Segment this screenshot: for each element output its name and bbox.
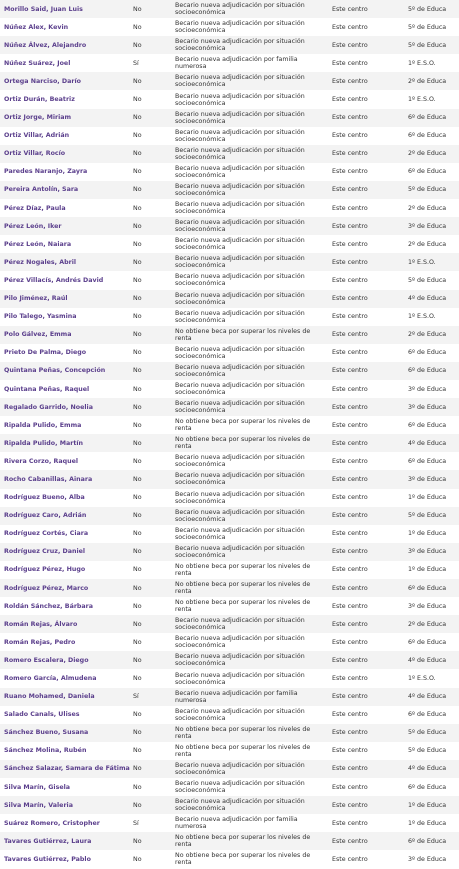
table-row xyxy=(0,54,459,72)
center-cell: Este centro xyxy=(332,747,368,755)
table-row xyxy=(0,72,459,90)
resolution-cell: Becario nueva adjudicación por situación socioeconómica xyxy=(175,671,305,686)
student-name-link[interactable]: Romero Escalera, Diego xyxy=(4,656,89,664)
resolution-cell: No obtiene beca por superar los niveles de renta xyxy=(175,743,311,758)
course-cell: 4º de Educa xyxy=(408,295,447,303)
repeats-cell: No xyxy=(133,439,142,447)
center-cell: Este centro xyxy=(332,638,368,646)
course-cell: 1º E.S.O. xyxy=(408,96,436,104)
table-row xyxy=(0,633,459,651)
repeats-cell: No xyxy=(133,168,142,176)
repeats-cell: No xyxy=(133,331,142,339)
resolution-cell: Becario nueva adjudicación por situación socioeconómica xyxy=(175,508,305,523)
center-cell: Este centro xyxy=(332,150,368,158)
course-cell: 5º de Educa xyxy=(408,729,447,737)
table-row xyxy=(0,669,459,687)
course-cell: 6º de Educa xyxy=(408,349,447,357)
student-name-link[interactable]: Ortiz Villar, Rocío xyxy=(4,150,66,158)
student-name-link[interactable]: Silva Marín, Gisela xyxy=(4,783,70,791)
resolution-cell: No obtiene beca por superar los niveles de renta xyxy=(175,852,311,867)
course-cell: 1º E.S.O. xyxy=(408,59,436,67)
center-cell: Este centro xyxy=(332,204,368,212)
repeats-cell: No xyxy=(133,295,142,303)
repeats-cell: No xyxy=(133,457,142,465)
student-name-link[interactable]: Suárez Romero, Cristopher xyxy=(4,819,100,827)
student-name-link[interactable]: Silva Marín, Valeria xyxy=(4,801,73,809)
center-cell: Este centro xyxy=(332,602,368,610)
student-name-link[interactable]: Rodríguez Pérez, Marco xyxy=(4,584,89,592)
course-cell: 4º de Educa xyxy=(408,693,447,701)
course-cell: 3º de Educa xyxy=(408,855,447,863)
repeats-cell: No xyxy=(133,566,142,574)
student-name-link[interactable]: Rodríguez Cortés, Ciara xyxy=(4,530,89,538)
course-cell: 2º de Educa xyxy=(408,150,447,158)
course-cell: 6º de Educa xyxy=(408,132,447,140)
student-name-link[interactable]: Rocho Cabanillas, Ainara xyxy=(4,475,93,483)
course-cell: 6º de Educa xyxy=(408,837,447,845)
resolution-cell: Becario nueva adjudicación por situación socioeconómica xyxy=(175,182,305,197)
resolution-cell: Becario nueva adjudicación por situación socioeconómica xyxy=(175,382,305,397)
repeats-cell: No xyxy=(133,313,142,321)
table-row xyxy=(0,724,459,742)
course-cell: 3º de Educa xyxy=(408,385,447,393)
center-cell: Este centro xyxy=(332,168,368,176)
center-cell: Este centro xyxy=(332,331,368,339)
center-cell: Este centro xyxy=(332,656,368,664)
course-cell: 1º de Educa xyxy=(408,801,447,809)
repeats-cell: No xyxy=(133,475,142,483)
course-cell: 1º E.S.O. xyxy=(408,258,436,266)
student-name-link[interactable]: Ortiz Villar, Adrián xyxy=(4,132,70,140)
center-cell: Este centro xyxy=(332,584,368,592)
repeats-cell: No xyxy=(133,638,142,646)
repeats-cell: No xyxy=(133,801,142,809)
student-name-link[interactable]: Núñez Suárez, Joel xyxy=(4,59,71,67)
course-cell: 6º de Educa xyxy=(408,711,447,719)
table-row xyxy=(0,796,459,814)
center-cell: Este centro xyxy=(332,457,368,465)
student-name-link[interactable]: Romero García, Almudena xyxy=(4,675,97,683)
table-row xyxy=(0,615,459,633)
repeats-cell: No xyxy=(133,855,142,863)
student-name-link[interactable]: Quintana Peñas, Raquel xyxy=(4,385,90,393)
student-name-link[interactable]: Rodríguez Pérez, Hugo xyxy=(4,566,86,574)
course-cell: 2º de Educa xyxy=(408,204,447,212)
repeats-cell: No xyxy=(133,675,142,683)
table-row xyxy=(0,163,459,181)
student-name-link[interactable]: Ripalda Pulido, Emma xyxy=(4,421,82,429)
table-row xyxy=(0,253,459,271)
resolution-cell: Becario nueva adjudicación por familia numerosa xyxy=(175,816,298,831)
course-cell: 5º de Educa xyxy=(408,276,447,284)
table-row xyxy=(0,181,459,199)
resolution-cell: Becario nueva adjudicación por familia numerosa xyxy=(175,56,298,71)
repeats-cell: No xyxy=(133,204,142,212)
student-name-link[interactable]: Paredes Naranjo, Zayra xyxy=(4,168,88,176)
resolution-cell: Becario nueva adjudicación por situación socioeconómica xyxy=(175,400,305,415)
repeats-cell: Sí xyxy=(133,59,139,67)
center-cell: Este centro xyxy=(332,801,368,809)
resolution-cell: Becario nueva adjudicación por situación socioeconómica xyxy=(175,164,305,179)
student-name-link[interactable]: Pereira Antolín, Sara xyxy=(4,186,79,194)
table-row xyxy=(0,0,459,18)
center-cell: Este centro xyxy=(332,711,368,719)
center-cell: Este centro xyxy=(332,530,368,538)
center-cell: Este centro xyxy=(332,439,368,447)
course-cell: 6º de Educa xyxy=(408,367,447,375)
course-cell: 5º de Educa xyxy=(408,23,447,31)
student-name-link[interactable]: Regalado Garrido, Noelia xyxy=(4,403,93,411)
student-name-link[interactable]: Rodríguez Bueno, Alba xyxy=(4,494,85,502)
table-row xyxy=(0,597,459,615)
resolution-cell: Becario nueva adjudicación por situación socioeconómica xyxy=(175,291,305,306)
resolution-cell: Becario nueva adjudicación por situación socioeconómica xyxy=(175,128,305,143)
student-name-link[interactable]: Pérez Díaz, Paula xyxy=(4,204,66,212)
table-row xyxy=(0,832,459,850)
repeats-cell: Sí xyxy=(133,819,139,827)
repeats-cell: No xyxy=(133,150,142,158)
table-row xyxy=(0,507,459,525)
student-name-link[interactable]: Ortiz Jorge, Miriam xyxy=(4,114,72,122)
student-name-link[interactable]: Pérez León, Iker xyxy=(4,222,62,230)
student-name-link[interactable]: Rodríguez Cruz, Daniel xyxy=(4,548,86,556)
resolution-cell: No obtiene beca por superar los niveles de renta xyxy=(175,581,311,596)
student-name-link[interactable]: Ortega Narciso, Darío xyxy=(4,77,81,85)
repeats-cell: No xyxy=(133,96,142,104)
course-cell: 2º de Educa xyxy=(408,620,447,628)
student-name-link[interactable]: Prieto De Palma, Diego xyxy=(4,349,87,357)
table-row xyxy=(0,344,459,362)
resolution-cell: Becario nueva adjudicación por situación socioeconómica xyxy=(175,2,305,17)
table-row xyxy=(0,217,459,235)
resolution-cell: Becario nueva adjudicación por situación socioeconómica xyxy=(175,273,305,288)
repeats-cell: No xyxy=(133,186,142,194)
center-cell: Este centro xyxy=(332,313,368,321)
course-cell: 6º de Educa xyxy=(408,168,447,176)
resolution-cell: Becario nueva adjudicación por situación socioeconómica xyxy=(175,345,305,360)
course-cell: 2º de Educa xyxy=(408,240,447,248)
center-cell: Este centro xyxy=(332,837,368,845)
repeats-cell: No xyxy=(133,77,142,85)
course-cell: 4º de Educa xyxy=(408,765,447,773)
course-cell: 4º de Educa xyxy=(408,439,447,447)
student-name-link[interactable]: Román Rejas, Pedro xyxy=(4,638,76,646)
table-row xyxy=(0,145,459,163)
course-cell: 6º de Educa xyxy=(408,783,447,791)
resolution-cell: Becario nueva adjudicación por situación socioeconómica xyxy=(175,780,305,795)
repeats-cell: No xyxy=(133,584,142,592)
resolution-cell: No obtiene beca por superar los niveles de renta xyxy=(175,418,311,433)
student-name-link[interactable]: Quintana Peñas, Concepción xyxy=(4,367,106,375)
course-cell: 3º de Educa xyxy=(408,475,447,483)
repeats-cell: No xyxy=(133,403,142,411)
resolution-cell: Becario nueva adjudicación por situación socioeconómica xyxy=(175,20,305,35)
resolution-cell: Becario nueva adjudicación por situación socioeconómica xyxy=(175,219,305,234)
table-row xyxy=(0,489,459,507)
repeats-cell: No xyxy=(133,620,142,628)
repeats-cell: No xyxy=(133,765,142,773)
repeats-cell: No xyxy=(133,367,142,375)
center-cell: Este centro xyxy=(332,240,368,248)
resolution-cell: Becario nueva adjudicación por situación socioeconómica xyxy=(175,544,305,559)
center-cell: Este centro xyxy=(332,96,368,104)
resolution-cell: Becario nueva adjudicación por situación socioeconómica xyxy=(175,635,305,650)
center-cell: Este centro xyxy=(332,421,368,429)
student-name-link[interactable]: Pérez Nogales, Abril xyxy=(4,258,77,266)
course-cell: 2º de Educa xyxy=(408,77,447,85)
course-cell: 3º de Educa xyxy=(408,602,447,610)
course-cell: 4º de Educa xyxy=(408,656,447,664)
repeats-cell: No xyxy=(133,783,142,791)
course-cell: 1º E.S.O. xyxy=(408,313,436,321)
repeats-cell: No xyxy=(133,276,142,284)
center-cell: Este centro xyxy=(332,566,368,574)
student-name-link[interactable]: Tavares Gutiérrez, Laura xyxy=(4,837,92,845)
resolution-cell: Becario nueva adjudicación por situación socioeconómica xyxy=(175,309,305,324)
resolution-cell: Becario nueva adjudicación por situación socioeconómica xyxy=(175,798,305,813)
course-cell: 5º de Educa xyxy=(408,5,447,13)
table-row xyxy=(0,850,459,868)
center-cell: Este centro xyxy=(332,367,368,375)
resolution-cell: No obtiene beca por superar los niveles de renta xyxy=(175,562,311,577)
repeats-cell: No xyxy=(133,421,142,429)
student-name-link[interactable]: Sánchez Bueno, Susana xyxy=(4,729,89,737)
course-cell: 3º de Educa xyxy=(408,403,447,411)
table-row xyxy=(0,326,459,344)
student-name-link[interactable]: Pilo Jiménez, Raúl xyxy=(4,295,68,303)
course-cell: 5º de Educa xyxy=(408,41,447,49)
table-row xyxy=(0,688,459,706)
course-cell: 1º de Educa xyxy=(408,819,447,827)
center-cell: Este centro xyxy=(332,385,368,393)
repeats-cell: No xyxy=(133,114,142,122)
course-cell: 3º de Educa xyxy=(408,222,447,230)
student-name-link[interactable]: Román Rejas, Álvaro xyxy=(4,620,78,628)
repeats-cell: No xyxy=(133,222,142,230)
center-cell: Este centro xyxy=(332,855,368,863)
table-row xyxy=(0,308,459,326)
resolution-cell: No obtiene beca por superar los niveles de renta xyxy=(175,725,311,740)
course-cell: 5º de Educa xyxy=(408,747,447,755)
table-row xyxy=(0,90,459,108)
course-cell: 1º de Educa xyxy=(408,530,447,538)
table-row xyxy=(0,706,459,724)
table-row xyxy=(0,290,459,308)
table-row xyxy=(0,18,459,36)
resolution-cell: Becario nueva adjudicación por situación socioeconómica xyxy=(175,707,305,722)
table-row xyxy=(0,127,459,145)
table-row xyxy=(0,380,459,398)
table-row xyxy=(0,470,459,488)
center-cell: Este centro xyxy=(332,23,368,31)
student-name-link[interactable]: Sánchez Salazar, Samara de Fátima xyxy=(4,765,130,773)
student-name-link[interactable]: Ortiz Durán, Beatriz xyxy=(4,96,75,104)
resolution-cell: No obtiene beca por superar los niveles de renta xyxy=(175,599,311,614)
table-row xyxy=(0,416,459,434)
student-name-link[interactable]: Morillo Said, Juan Luis xyxy=(4,5,83,13)
repeats-cell: No xyxy=(133,837,142,845)
resolution-cell: No obtiene beca por superar los niveles de renta xyxy=(175,834,311,849)
center-cell: Este centro xyxy=(332,295,368,303)
center-cell: Este centro xyxy=(332,620,368,628)
center-cell: Este centro xyxy=(332,783,368,791)
course-cell: 3º de Educa xyxy=(408,548,447,556)
center-cell: Este centro xyxy=(332,819,368,827)
center-cell: Este centro xyxy=(332,475,368,483)
student-name-link[interactable]: Pérez Villacís, Andrés David xyxy=(4,276,104,284)
center-cell: Este centro xyxy=(332,494,368,502)
repeats-cell: No xyxy=(133,729,142,737)
course-cell: 6º de Educa xyxy=(408,421,447,429)
resolution-cell: Becario nueva adjudicación por situación socioeconómica xyxy=(175,146,305,161)
repeats-cell: No xyxy=(133,656,142,664)
resolution-cell: Becario nueva adjudicación por situación socioeconómica xyxy=(175,472,305,487)
repeats-cell: No xyxy=(133,132,142,140)
center-cell: Este centro xyxy=(332,5,368,13)
course-cell: 1º de Educa xyxy=(408,494,447,502)
table-row xyxy=(0,398,459,416)
repeats-cell: No xyxy=(133,530,142,538)
student-name-link[interactable]: Ruano Mohamed, Daniela xyxy=(4,693,95,701)
table-row xyxy=(0,362,459,380)
resolution-cell: Becario nueva adjudicación por situación socioeconómica xyxy=(175,653,305,668)
resolution-cell: Becario nueva adjudicación por situación socioeconómica xyxy=(175,490,305,505)
course-cell: 2º de Educa xyxy=(408,331,447,339)
student-name-link[interactable]: Sánchez Molina, Rubén xyxy=(4,747,87,755)
center-cell: Este centro xyxy=(332,77,368,85)
center-cell: Este centro xyxy=(332,548,368,556)
repeats-cell: No xyxy=(133,23,142,31)
course-cell: 6º de Educa xyxy=(408,114,447,122)
student-name-link[interactable]: Núñez Álvez, Alejandro xyxy=(4,41,87,49)
center-cell: Este centro xyxy=(332,276,368,284)
resolution-cell: Becario nueva adjudicación por situación socioeconómica xyxy=(175,255,305,270)
course-cell: 1º de Educa xyxy=(408,566,447,574)
repeats-cell: No xyxy=(133,711,142,719)
center-cell: Este centro xyxy=(332,403,368,411)
table-row xyxy=(0,434,459,452)
center-cell: Este centro xyxy=(332,675,368,683)
resolution-cell: Becario nueva adjudicación por situación socioeconómica xyxy=(175,526,305,541)
table-row xyxy=(0,543,459,561)
resolution-cell: No obtiene beca por superar los niveles de renta xyxy=(175,436,311,451)
course-cell: 6º de Educa xyxy=(408,638,447,646)
table-row xyxy=(0,199,459,217)
repeats-cell: No xyxy=(133,240,142,248)
repeats-cell: No xyxy=(133,385,142,393)
repeats-cell: No xyxy=(133,548,142,556)
student-name-link[interactable]: Salado Canals, Ulises xyxy=(4,711,80,719)
repeats-cell: No xyxy=(133,41,142,49)
table-row xyxy=(0,778,459,796)
table-row xyxy=(0,235,459,253)
resolution-cell: Becario nueva adjudicación por situación socioeconómica xyxy=(175,201,305,216)
student-name-link[interactable]: Roldán Sánchez, Bárbara xyxy=(4,602,94,610)
student-name-link[interactable]: Pérez León, Naiara xyxy=(4,240,72,248)
student-name-link[interactable]: Ripalda Pulido, Martín xyxy=(4,439,83,447)
course-cell: 5º de Educa xyxy=(408,186,447,194)
resolution-cell: Becario nueva adjudicación por situación socioeconómica xyxy=(175,617,305,632)
resolution-cell: Becario nueva adjudicación por situación socioeconómica xyxy=(175,237,305,252)
table-row xyxy=(0,814,459,832)
center-cell: Este centro xyxy=(332,765,368,773)
resolution-cell: Becario nueva adjudicación por situación socioeconómica xyxy=(175,363,305,378)
resolution-cell: Becario nueva adjudicación por situación socioeconómica xyxy=(175,761,305,776)
repeats-cell: No xyxy=(133,494,142,502)
course-cell: 5º de Educa xyxy=(408,512,447,520)
resolution-cell: Becario nueva adjudicación por familia numerosa xyxy=(175,689,298,704)
resolution-cell: Becario nueva adjudicación por situación socioeconómica xyxy=(175,110,305,125)
repeats-cell: No xyxy=(133,5,142,13)
repeats-cell: No xyxy=(133,602,142,610)
student-name-link[interactable]: Polo Gálvez, Emma xyxy=(4,331,72,339)
table-row xyxy=(0,109,459,127)
center-cell: Este centro xyxy=(332,729,368,737)
center-cell: Este centro xyxy=(332,258,368,266)
table-row xyxy=(0,760,459,778)
table-row xyxy=(0,525,459,543)
center-cell: Este centro xyxy=(332,59,368,67)
center-cell: Este centro xyxy=(332,132,368,140)
resolution-cell: No obtiene beca por superar los niveles de renta xyxy=(175,327,311,342)
resolution-cell: Becario nueva adjudicación por situación socioeconómica xyxy=(175,92,305,107)
center-cell: Este centro xyxy=(332,349,368,357)
resolution-cell: Becario nueva adjudicación por situación socioeconómica xyxy=(175,74,305,89)
center-cell: Este centro xyxy=(332,512,368,520)
student-name-link[interactable]: Rivera Corzo, Raquel xyxy=(4,457,79,465)
repeats-cell: No xyxy=(133,747,142,755)
center-cell: Este centro xyxy=(332,222,368,230)
student-name-link[interactable]: Rodríguez Caro, Adrián xyxy=(4,512,87,520)
table-row xyxy=(0,271,459,289)
course-cell: 6º de Educa xyxy=(408,584,447,592)
table-row xyxy=(0,742,459,760)
student-name-link[interactable]: Núñez Alex, Kevin xyxy=(4,23,69,31)
center-cell: Este centro xyxy=(332,693,368,701)
table-row xyxy=(0,651,459,669)
table-row xyxy=(0,36,459,54)
course-cell: 1º E.S.O. xyxy=(408,675,436,683)
repeats-cell: No xyxy=(133,349,142,357)
center-cell: Este centro xyxy=(332,41,368,49)
table-row xyxy=(0,452,459,470)
center-cell: Este centro xyxy=(332,114,368,122)
course-cell: 6º de Educa xyxy=(408,457,447,465)
center-cell: Este centro xyxy=(332,186,368,194)
repeats-cell: No xyxy=(133,512,142,520)
table-row xyxy=(0,561,459,579)
table-row xyxy=(0,579,459,597)
student-name-link[interactable]: Pilo Talego, Yasmina xyxy=(4,313,77,321)
repeats-cell: No xyxy=(133,258,142,266)
student-name-link[interactable]: Tavares Gutiérrez, Pablo xyxy=(4,855,91,863)
resolution-cell: Becario nueva adjudicación por situación socioeconómica xyxy=(175,454,305,469)
resolution-cell: Becario nueva adjudicación por situación socioeconómica xyxy=(175,38,305,53)
repeats-cell: Sí xyxy=(133,693,139,701)
